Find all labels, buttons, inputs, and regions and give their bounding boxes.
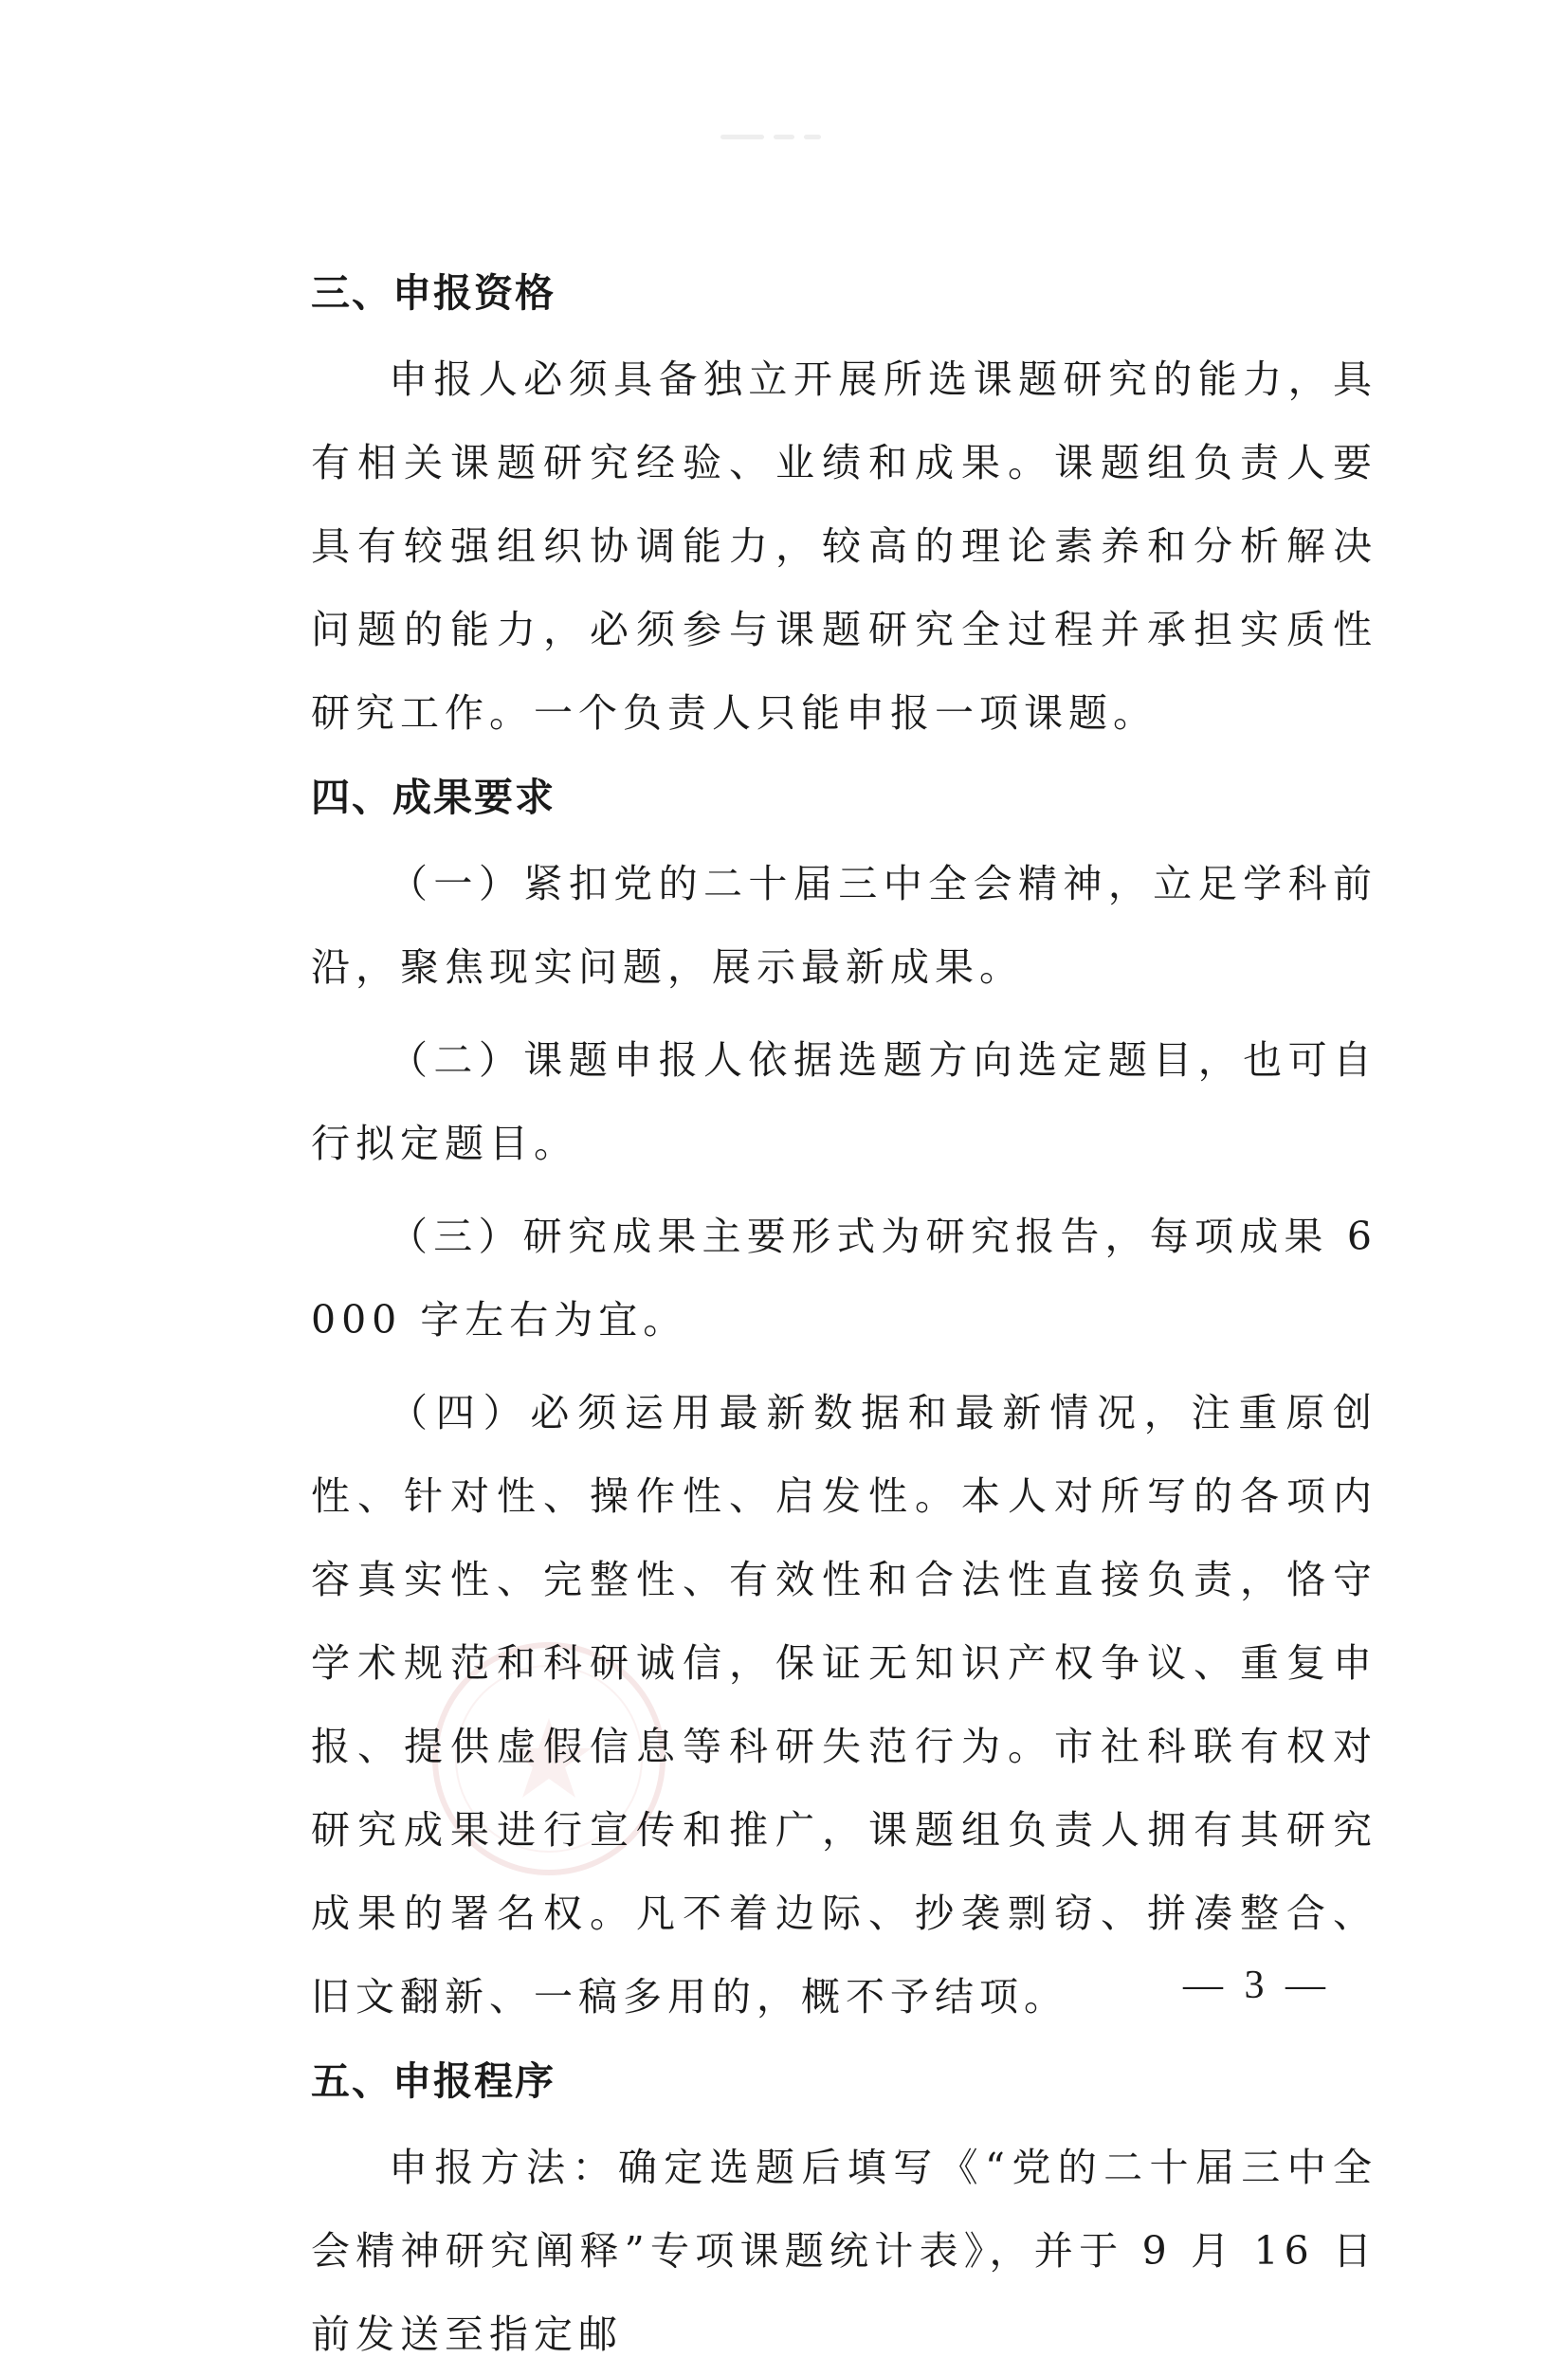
paragraph-requirement-3: （三）研究成果主要形式为研究报告，每项成果 6000 字左右为宜。 xyxy=(311,1214,1377,1343)
body-content xyxy=(311,267,1377,2376)
paragraph-eligibility: 申报人必须具备独立开展所选课题研究的能力，具有相关课题研究经验、业绩和成果。课题组负责人要具有较强组织协调能力，较高的理论素养和分析解决问题的能力，必须参与课题研究全过程并承担实质性研究工作。一个负责人只能申报一项课题。 xyxy=(311,356,1377,736)
paragraph-requirement-2: （二）课题申报人依据选题方向选定题目，也可自行拟定题目。 xyxy=(311,1037,1377,1166)
page-number: — 3 — xyxy=(1183,1964,1331,2007)
scan-artifact xyxy=(720,131,834,144)
section-heading-application-procedure: 五、申报程序 xyxy=(311,2058,556,2104)
paragraph-requirement-4: （四）必须运用最新数据和最新情况，注重原创性、针对性、操作性、启发性。本人对所写的各项内容真实性、完整性、有效性和合法性直接负责，恪守学术规范和科研诚信，保证无知识产权争议、重复申报、提供虚假信息等科研失范行为。市社科联有权对研究成果进行宣传和推广，课题组负责人拥有其研究成果的署名权。凡不着边际、抄袭剽窃、拼凑整合、旧文翻新、一稿多用的，概不予结项。 xyxy=(311,1390,1377,2020)
section-outcome-requirements xyxy=(311,772,1377,2038)
paragraph-application-method: 申报方法：确定选题后填写《“党的二十届三中全会精神研究阐释”专项课题统计表》，并于 9 月 16 日前发送至指定邮 xyxy=(311,2145,1377,2357)
section-heading-outcome-requirements: 四、成果要求 xyxy=(311,775,556,820)
section-heading-eligibility: 三、申报资格 xyxy=(311,270,556,316)
section-eligibility xyxy=(311,267,1377,755)
section-application-procedure xyxy=(311,2056,1377,2376)
paragraph-requirement-1: （一）紧扣党的二十届三中全会精神，立足学科前沿，聚焦现实问题，展示最新成果。 xyxy=(311,861,1377,990)
